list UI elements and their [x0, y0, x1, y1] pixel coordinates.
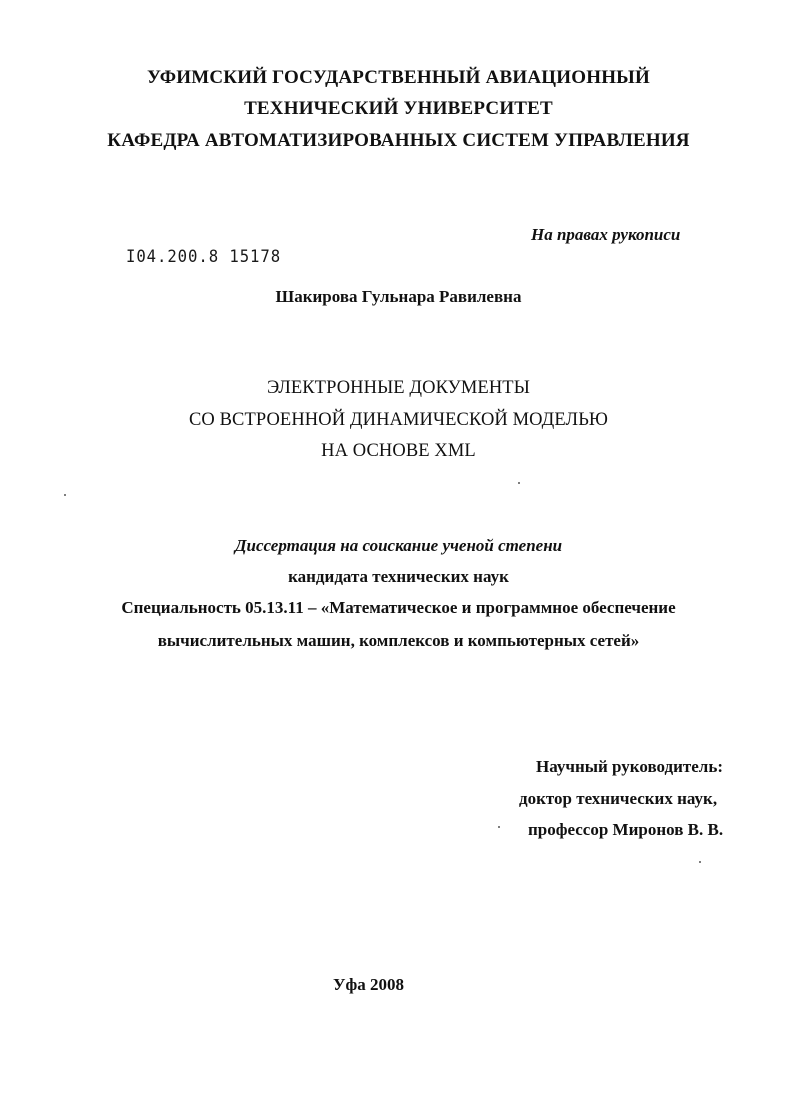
university-line-2: ТЕХНИЧЕСКИЙ УНИВЕРСИТЕТ	[244, 98, 553, 119]
scan-speck	[64, 494, 66, 496]
manuscript-note: На правах рукописи	[531, 225, 681, 244]
department-line: КАФЕДРА АВТОМАТИЗИРОВАННЫХ СИСТЕМ УПРАВЛЕНИЯ	[107, 130, 690, 151]
supervisor-degree: доктор технических наук,	[519, 789, 718, 808]
specialty-line-2: вычислительных машин, комплексов и компьютерных сетей»	[157, 631, 640, 650]
scan-speck	[518, 482, 520, 484]
title-line-3: НА ОСНОВЕ XML	[321, 441, 476, 461]
scan-speck	[498, 826, 500, 828]
city-year: Уфа 2008	[333, 975, 404, 994]
author-name: Шакирова Гульнара Равилевна	[275, 287, 522, 306]
title-line-2: СО ВСТРОЕННОЙ ДИНАМИЧЕСКОЙ МОДЕЛЬЮ	[188, 410, 609, 430]
supervisor-label: Научный руководитель:	[536, 757, 723, 776]
scan-speck	[699, 861, 701, 863]
specialty-line-1: Специальность 05.13.11 – «Математическое и программное обеспечение	[121, 598, 676, 617]
dissertation-line-2: кандидата технических наук	[288, 567, 509, 586]
dissertation-line-1: Диссертация на соискание ученой степени	[234, 536, 563, 555]
supervisor-name: профессор Миронов В. В.	[528, 820, 724, 839]
university-line-1: УФИМСКИЙ ГОСУДАРСТВЕННЫЙ АВИАЦИОННЫЙ	[146, 67, 651, 88]
registration-stamp: I04.200.8 15178	[126, 247, 282, 267]
title-line-1: ЭЛЕКТРОННЫЕ ДОКУМЕНТЫ	[267, 378, 530, 398]
